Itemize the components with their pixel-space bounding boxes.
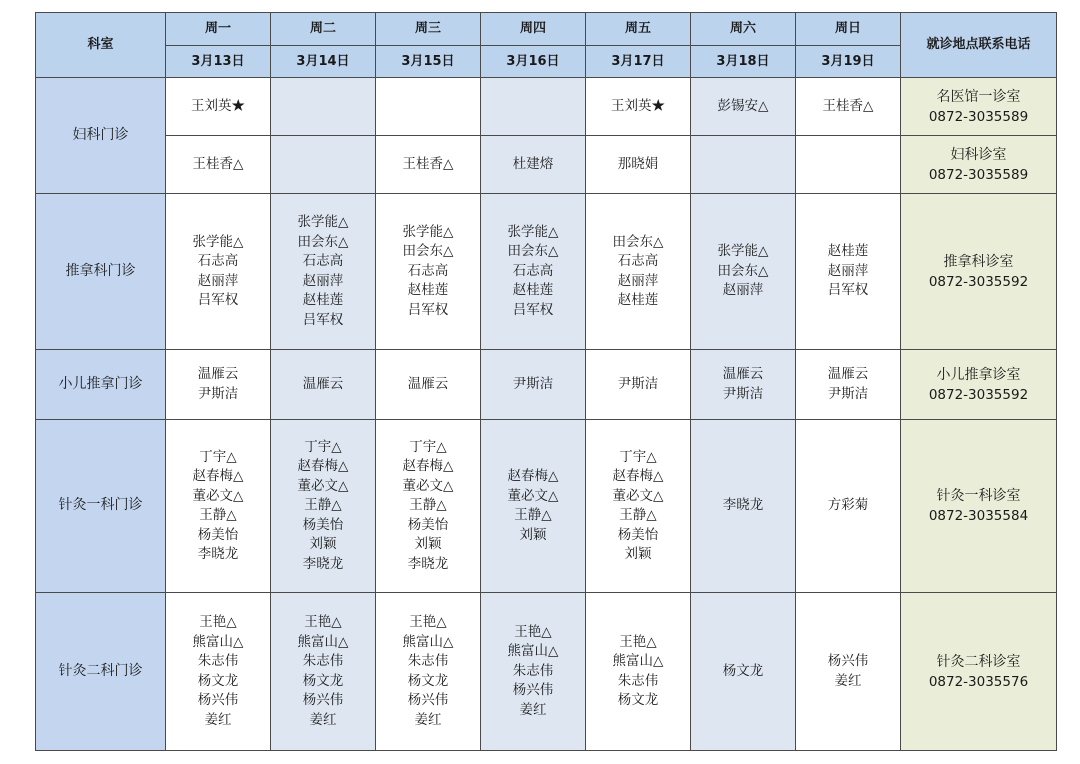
doctor-name: 丁宇△	[199, 448, 237, 465]
doctor-cell	[166, 78, 271, 136]
doctor-name: 吕军权	[827, 282, 869, 299]
location-phone-cell	[901, 350, 1057, 420]
doctor-cell	[481, 350, 586, 420]
doctor-cell	[376, 420, 481, 593]
doctor-name: 赵丽萍	[302, 272, 344, 289]
department-name: 小儿推拿门诊	[36, 350, 166, 420]
doctor-name: 张学能△	[507, 223, 559, 240]
doctor-name: 尹斯洁	[512, 375, 554, 392]
doctor-name: 张学能△	[192, 233, 244, 250]
doctor-name: 姜红	[519, 701, 547, 718]
doctor-name: 杨兴伟	[827, 653, 869, 669]
doctor-name: 杨美怡	[197, 526, 239, 543]
department-name: 妇科门诊	[36, 78, 166, 194]
doctor-name: 赵桂莲	[512, 282, 554, 299]
doctor-name: 吕军权	[302, 311, 344, 328]
department-name: 推拿科门诊	[36, 194, 166, 350]
doctor-name: 王静△	[304, 497, 342, 514]
table-row	[36, 136, 1057, 194]
doctor-name: 赵春梅△	[612, 468, 664, 484]
doctor-name: 赵春梅△	[402, 458, 454, 475]
doctor-cell	[796, 136, 901, 194]
weekday-header: 周日	[796, 13, 901, 46]
location-phone-column-header: 就诊地点联系电话	[901, 13, 1057, 78]
clinic-room: 针灸二科诊室	[936, 653, 1021, 670]
doctor-cell	[166, 136, 271, 194]
doctor-name: 丁宇△	[304, 438, 342, 455]
doctor-name: 吕军权	[512, 301, 554, 318]
doctor-cell	[691, 593, 796, 751]
date-header: 3月15日	[376, 46, 481, 78]
weekday-header: 周五	[586, 13, 691, 46]
clinic-room: 推拿科诊室	[943, 253, 1014, 270]
doctor-name: 尹斯洁	[197, 385, 239, 402]
doctor-cell	[166, 350, 271, 420]
doctor-name: 赵丽萍	[827, 262, 869, 279]
doctor-name: 石志高	[512, 262, 554, 279]
doctor-name: 王艳△	[514, 623, 552, 640]
doctor-name: 石志高	[197, 253, 239, 269]
doctor-cell	[271, 194, 376, 350]
table-row	[36, 420, 1057, 593]
doctor-name: 杨美怡	[617, 526, 659, 543]
doctor-cell	[586, 420, 691, 593]
doctor-cell	[586, 194, 691, 350]
doctor-name: 尹斯洁	[617, 375, 659, 392]
doctor-name: 赵桂莲	[407, 282, 449, 299]
doctor-cell	[376, 350, 481, 420]
doctor-name: 刘颖	[519, 526, 547, 543]
doctor-name: 杨美怡	[407, 516, 449, 533]
doctor-name: 李晓龙	[197, 546, 239, 562]
doctor-name: 熊富山△	[297, 633, 349, 650]
table-row	[36, 593, 1057, 751]
doctor-name: 王艳△	[304, 614, 342, 630]
doctor-name: 杨兴伟	[302, 692, 344, 708]
doctor-name: 王桂香△	[192, 155, 244, 172]
doctor-cell	[481, 78, 586, 136]
table-row	[36, 194, 1057, 350]
clinic-room: 名医馆一诊室	[936, 88, 1021, 105]
doctor-name: 朱志伟	[617, 672, 659, 689]
phone-number: 0872-3035592	[928, 273, 1029, 290]
doctor-name: 张学能△	[402, 223, 454, 240]
doctor-name: 赵桂莲	[302, 292, 344, 308]
doctor-name: 那晓娟	[617, 155, 659, 172]
doctor-name: 熊富山△	[612, 653, 664, 669]
doctor-name: 杨美怡	[302, 516, 344, 533]
doctor-cell	[376, 78, 481, 136]
weekday-header: 周四	[481, 13, 586, 46]
clinic-room: 针灸一科诊室	[936, 488, 1021, 504]
weekday-header: 周三	[376, 13, 481, 46]
clinic-schedule-table	[35, 12, 1057, 751]
doctor-name: 尹斯洁	[722, 385, 764, 402]
doctor-cell	[376, 194, 481, 350]
doctor-cell	[271, 78, 376, 136]
doctor-name: 张学能△	[297, 214, 349, 230]
doctor-name: 田会东△	[402, 243, 454, 260]
date-header: 3月19日	[796, 46, 901, 78]
header-weekday-row	[36, 13, 1057, 46]
doctor-name: 赵春梅△	[192, 468, 244, 484]
doctor-cell	[796, 593, 901, 751]
doctor-name: 赵桂莲	[827, 243, 869, 260]
doctor-name: 方彩菊	[827, 497, 869, 514]
doctor-name: 田会东△	[297, 233, 349, 250]
doctor-name: 王艳△	[199, 614, 237, 630]
date-header: 3月18日	[691, 46, 796, 78]
doctor-cell	[586, 350, 691, 420]
doctor-name: 杨兴伟	[197, 692, 239, 708]
doctor-name: 田会东△	[612, 233, 664, 250]
doctor-name: 杨文龙	[197, 672, 239, 689]
location-phone-cell	[901, 136, 1057, 194]
doctor-name: 田会东△	[507, 243, 559, 260]
phone-number: 0872-3035589	[928, 108, 1029, 125]
department-name: 针灸一科门诊	[36, 420, 166, 593]
doctor-cell	[166, 593, 271, 751]
doctor-cell	[271, 420, 376, 593]
doctor-name: 杨文龙	[302, 672, 344, 689]
doctor-name: 王刘英★	[191, 97, 245, 114]
doctor-cell	[586, 136, 691, 194]
date-header: 3月16日	[481, 46, 586, 78]
schedule-body	[36, 78, 1057, 751]
doctor-name: 王桂香△	[402, 155, 454, 172]
doctor-name: 杨兴伟	[512, 682, 554, 699]
doctor-name: 熊富山△	[402, 633, 454, 650]
doctor-name: 赵丽萍	[197, 272, 239, 289]
doctor-name: 石志高	[302, 253, 344, 269]
doctor-name: 朱志伟	[407, 653, 449, 669]
doctor-cell	[166, 420, 271, 593]
doctor-name: 王静△	[409, 497, 447, 514]
doctor-name: 温雁云	[722, 366, 764, 382]
doctor-name: 赵桂莲	[617, 292, 659, 308]
doctor-cell	[796, 78, 901, 136]
doctor-cell	[691, 136, 796, 194]
doctor-cell	[691, 420, 796, 593]
doctor-name: 王艳△	[619, 633, 657, 650]
date-header: 3月13日	[166, 46, 271, 78]
doctor-name: 刘颖	[414, 536, 442, 553]
doctor-name: 姜红	[834, 672, 862, 689]
doctor-cell	[586, 593, 691, 751]
doctor-name: 温雁云	[197, 366, 239, 382]
doctor-name: 董必文△	[507, 487, 559, 504]
doctor-name: 温雁云	[827, 366, 869, 382]
phone-number: 0872-3035589	[928, 166, 1029, 183]
doctor-name: 吕军权	[407, 301, 449, 318]
doctor-name: 刘颖	[309, 536, 337, 553]
doctor-name: 董必文△	[402, 477, 454, 494]
doctor-name: 田会东△	[717, 262, 769, 279]
weekday-header: 周一	[166, 13, 271, 46]
doctor-cell	[481, 136, 586, 194]
doctor-cell	[376, 136, 481, 194]
doctor-name: 王静△	[199, 507, 237, 523]
doctor-name: 赵春梅△	[507, 468, 559, 484]
doctor-cell	[481, 194, 586, 350]
doctor-cell	[796, 194, 901, 350]
phone-number: 0872-3035576	[928, 673, 1029, 690]
doctor-cell	[271, 136, 376, 194]
doctor-name: 赵春梅△	[297, 458, 349, 475]
doctor-cell	[796, 420, 901, 593]
phone-number: 0872-3035584	[928, 508, 1029, 524]
date-header: 3月14日	[271, 46, 376, 78]
doctor-name: 姜红	[204, 711, 232, 728]
doctor-cell	[691, 350, 796, 420]
doctor-cell	[796, 350, 901, 420]
doctor-name: 王桂香△	[822, 97, 874, 114]
doctor-name: 丁宇△	[619, 448, 657, 465]
table-row	[36, 78, 1057, 136]
doctor-name: 姜红	[309, 711, 337, 728]
doctor-cell	[271, 350, 376, 420]
doctor-name: 丁宇△	[409, 438, 447, 455]
doctor-name: 王艳△	[409, 614, 447, 630]
doctor-name: 杨文龙	[407, 672, 449, 689]
doctor-name: 王刘英★	[611, 97, 665, 114]
location-phone-cell	[901, 194, 1057, 350]
doctor-name: 赵丽萍	[617, 272, 659, 289]
doctor-name: 熊富山△	[192, 633, 244, 650]
doctor-name: 石志高	[407, 262, 449, 279]
doctor-name: 姜红	[414, 711, 442, 728]
doctor-cell	[271, 593, 376, 751]
weekday-header: 周二	[271, 13, 376, 46]
location-phone-cell	[901, 420, 1057, 593]
doctor-name: 杜建熔	[512, 155, 554, 172]
doctor-cell	[586, 78, 691, 136]
doctor-cell	[481, 420, 586, 593]
doctor-name: 朱志伟	[302, 653, 344, 669]
doctor-name: 董必文△	[192, 487, 244, 504]
doctor-name: 张学能△	[717, 243, 769, 260]
clinic-room: 小儿推拿诊室	[936, 366, 1021, 383]
doctor-cell	[166, 194, 271, 350]
doctor-name: 董必文△	[612, 487, 664, 504]
date-header: 3月17日	[586, 46, 691, 78]
phone-number: 0872-3035592	[928, 386, 1029, 403]
table-row	[36, 350, 1057, 420]
doctor-name: 朱志伟	[197, 653, 239, 669]
location-phone-cell	[901, 593, 1057, 751]
doctor-cell	[376, 593, 481, 751]
doctor-name: 吕军权	[197, 292, 239, 308]
doctor-name: 温雁云	[302, 375, 344, 392]
doctor-name: 彭锡安△	[717, 97, 769, 114]
weekday-header: 周六	[691, 13, 796, 46]
doctor-name: 杨兴伟	[407, 692, 449, 708]
doctor-cell	[691, 194, 796, 350]
doctor-name: 李晓龙	[722, 497, 764, 514]
doctor-name: 石志高	[617, 253, 659, 269]
dept-column-header: 科室	[36, 13, 166, 78]
doctor-name: 杨文龙	[722, 662, 764, 679]
doctor-name: 李晓龙	[407, 555, 449, 572]
doctor-name: 赵丽萍	[722, 282, 764, 299]
doctor-name: 杨文龙	[617, 692, 659, 708]
doctor-cell	[691, 78, 796, 136]
clinic-room: 妇科诊室	[950, 146, 1007, 163]
doctor-cell	[481, 593, 586, 751]
doctor-name: 温雁云	[407, 375, 449, 392]
doctor-name: 董必文△	[297, 477, 349, 494]
doctor-name: 尹斯洁	[827, 385, 869, 402]
doctor-name: 刘颖	[624, 546, 652, 562]
doctor-name: 王静△	[619, 507, 657, 523]
doctor-name: 王静△	[514, 507, 552, 523]
doctor-name: 李晓龙	[302, 555, 344, 572]
location-phone-cell	[901, 78, 1057, 136]
doctor-name: 朱志伟	[512, 662, 554, 679]
department-name: 针灸二科门诊	[36, 593, 166, 751]
doctor-name: 熊富山△	[507, 643, 559, 660]
